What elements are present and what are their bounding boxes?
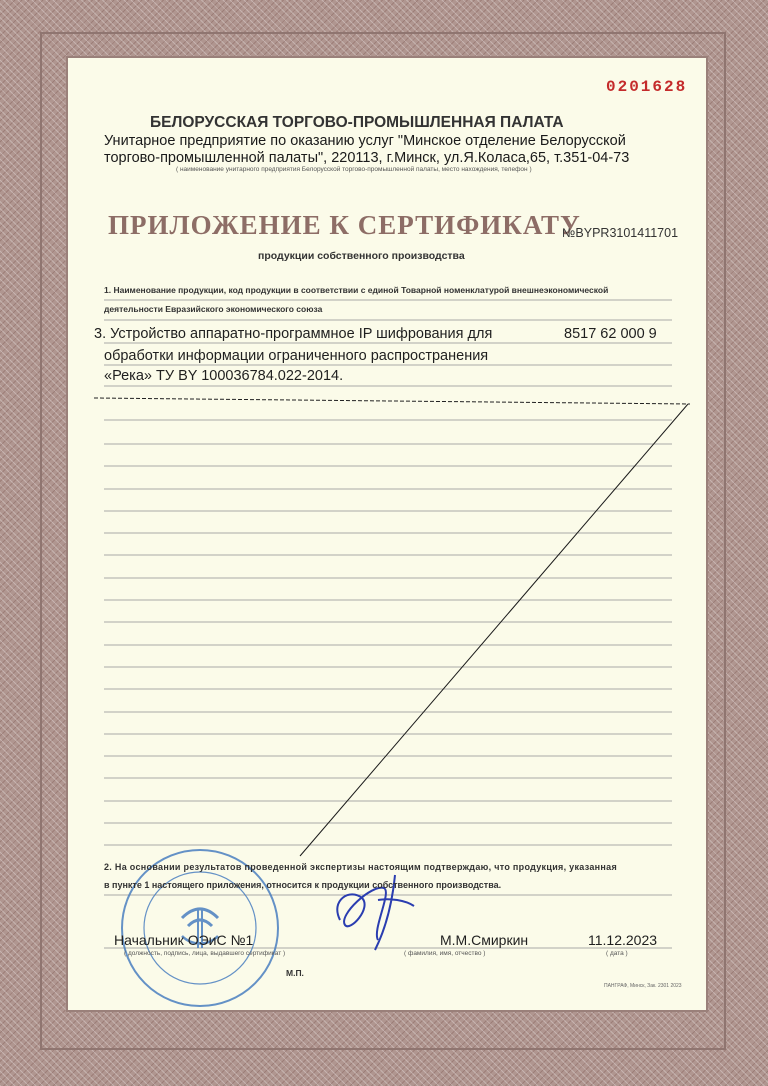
signer-position: Начальник ОЭиС №1 [114,932,254,948]
item1-heading-line1: 1. Наименование продукции, код продукции в соответствии с единой Товарной номенклатурой внешнеэкономической [104,285,609,295]
document-subtitle: продукции собственного производства [258,250,465,262]
item2-text-line2: в пункте 1 настоящего приложения, относится к продукции собственного производства. [104,880,502,890]
signer-name: М.М.Смиркин [440,932,529,948]
round-stamp [122,850,278,1006]
unit-name-line1: Унитарное предприятие по оказанию услуг "Минское отделение Белорусской [104,133,626,149]
name-hint: ( фамилия, имя, отчество ) [404,950,486,957]
dashed-separator [94,398,690,404]
serial-number: 0201628 [606,78,688,96]
product-line1: 3. Устройство аппаратно-программное IP шифрования для [94,326,493,342]
product-line3: «Река» ТУ BY 100036784.022-2014. [104,368,344,384]
item1-heading-line2: деятельности Евразийского экономического союза [104,304,323,314]
position-hint: ( должность, подпись, лица, выдавшего сертификат ) [124,950,286,957]
unit-hint: ( наименование унитарного предприятия Белорусской торгово-промышленной палаты, место нахождения, телефон ) [176,166,532,173]
strike-diagonal [300,404,688,856]
organization-name: БЕЛОРУССКАЯ ТОРГОВО-ПРОМЫШЛЕННАЯ ПАЛАТА [150,114,564,131]
item2-text-line1: 2. На основании результатов проведенной экспертизы настоящим подтверждаю, что продукция, указанная [104,862,617,872]
product-code: 8517 62 000 9 [564,326,657,342]
certificate-number: №BYPR3101411701 [562,226,679,240]
seal-place: М.П. [286,968,304,978]
document-title: ПРИЛОЖЕНИЕ К СЕРТИФИКАТУ [108,210,581,240]
date-hint: ( дата ) [606,950,628,957]
unit-name-line2: торгово-промышленной палаты", 220113, г.Минск, ул.Я.Коласа,65, т.351-04-73 [104,150,630,166]
signature-date: 11.12.2023 [588,932,658,948]
printer-mark: ПАНГРАФ, Минск, Зак. 2301 2023 [604,983,682,989]
product-line2: обработки информации ограниченного распространения [104,348,489,364]
